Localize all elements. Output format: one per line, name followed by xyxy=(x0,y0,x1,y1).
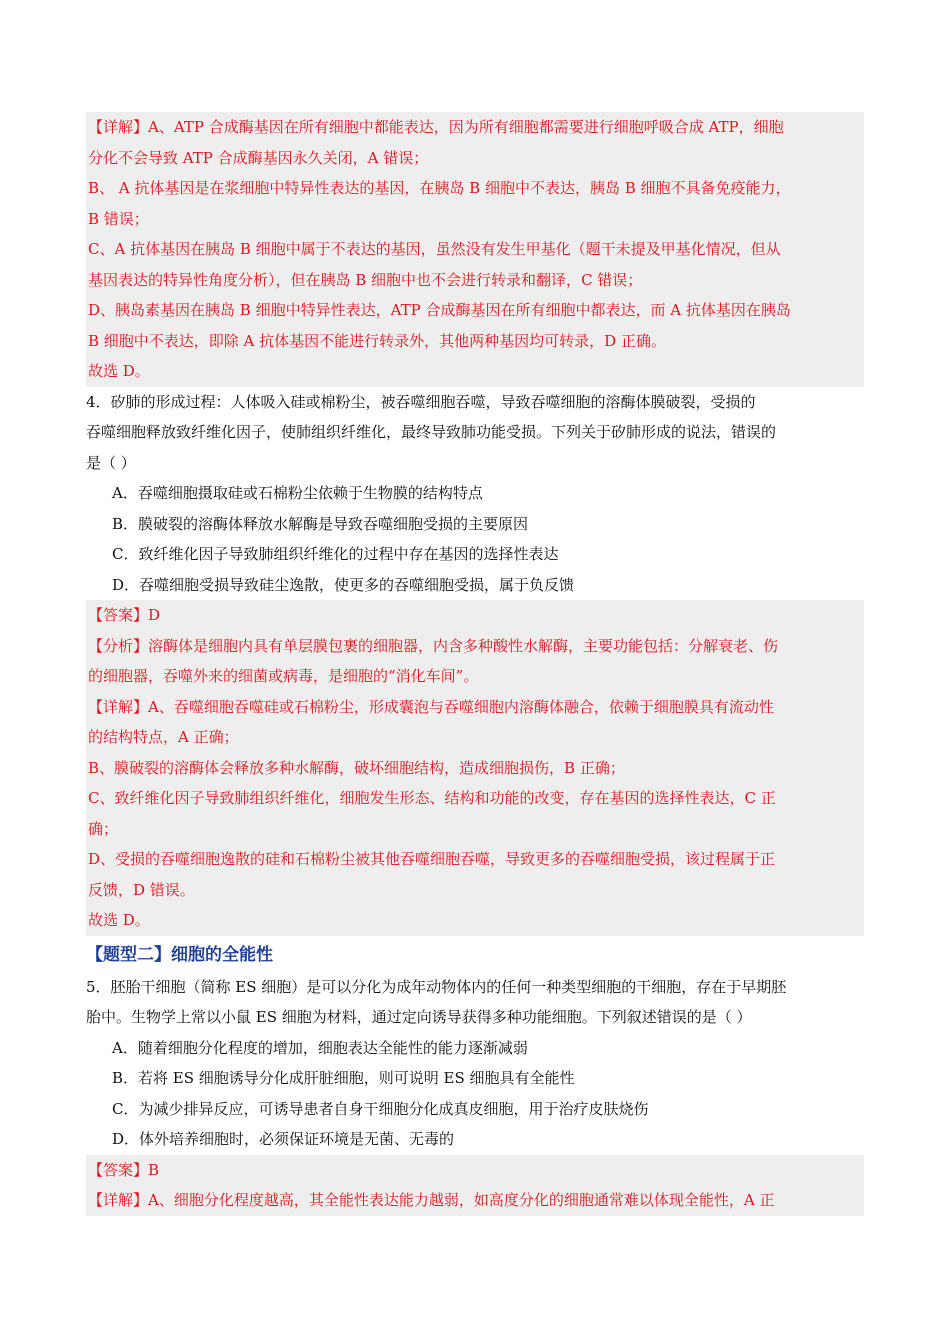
explanation-line: B 细胞中不表达，即除 A 抗体基因不能进行转录外，其他两种基因均可转录，D 正确。 xyxy=(88,331,666,350)
question-stem: 吞噬细胞释放致纤维化因子，使肺组织纤维化，最终导致肺功能受损。下列关于矽肺形成的说法，错误的 xyxy=(86,423,777,441)
explanation-line: 【详解】A、细胞分化程度越高，其全能性表达能力越弱，如高度分化的细胞通常难以体现全能性，A 正 xyxy=(88,1191,775,1209)
conclusion-line: 故选 D。 xyxy=(88,362,150,380)
explanation-line: 的结构特点，A 正确； xyxy=(88,728,239,746)
question-stem: 是（ ） xyxy=(86,453,136,472)
question-stem: 4．矽肺的形成过程：人体吸入硅或棉粉尘，被吞噬细胞吞噬，导致吞噬细胞的溶酶体膜破裂，受损的 xyxy=(86,392,756,411)
explanation-line: 反馈，D 错误。 xyxy=(88,880,195,899)
explanation-line: B 错误； xyxy=(88,209,149,228)
explanation-line: C、A 抗体基因在胰岛 B 细胞中属于不表达的基因，虽然没有发生甲基化（题干未提及甲基化情况，但从 xyxy=(88,240,781,258)
explanation-line: 【详解】A、ATP 合成酶基因在所有细胞中都能表达，因为所有细胞都需要进行细胞呼吸合成 ATP，细胞 xyxy=(88,118,784,136)
analysis-line: 【分析】溶酶体是细胞内具有单层膜包裹的细胞器，内含多种酸性水解酶，主要功能包括：分解衰老、伤 xyxy=(88,636,779,655)
explanation-line: 确； xyxy=(88,819,119,838)
option-d: D．体外培养细胞时，必须保证环境是无菌、无毒的 xyxy=(112,1130,455,1148)
option-d: D．吞噬细胞受损导致硅尘逸散，使更多的吞噬细胞受损，属于负反馈 xyxy=(112,575,575,594)
explanation-line: 分化不会导致 ATP 合成酶基因永久关闭，A 错误； xyxy=(88,148,429,167)
analysis-line: 的细胞器，吞噬外来的细菌或病毒，是细胞的“消化车间”。 xyxy=(88,667,479,685)
answer-block-q5 xyxy=(86,1155,864,1216)
explanation-line: B、膜破裂的溶酶体会释放多种水解酶，破坏细胞结构，造成细胞损伤，B 正确； xyxy=(88,758,625,777)
question-5 xyxy=(86,972,864,1155)
question-stem: 5．胚胎干细胞（简称 ES 细胞）是可以分化为成年动物体内的任何一种类型细胞的干细胞，存在于早期胚 xyxy=(86,977,787,996)
question-4 xyxy=(86,387,864,601)
answer-block-q3 xyxy=(86,112,864,387)
option-b: B．膜破裂的溶酶体释放水解酶是导致吞噬细胞受损的主要原因 xyxy=(112,514,529,533)
explanation-line: C、致纤维化因子导致肺组织纤维化，细胞发生形态、结构和功能的改变，存在基因的选择性表达，C 正 xyxy=(88,789,776,807)
answer-line: 【答案】B xyxy=(88,1160,160,1179)
explanation-line: D、胰岛素基因在胰岛 B 细胞中特异性表达，ATP 合成酶基因在所有细胞中都表达，而 A 抗体基因在胰岛 xyxy=(88,301,791,319)
question-stem: 胎中。生物学上常以小鼠 ES 细胞为材料，通过定向诱导获得多种功能细胞。下列叙述错误的是（ ） xyxy=(86,1008,752,1026)
option-c: C．致纤维化因子导致肺组织纤维化的过程中存在基因的选择性表达 xyxy=(112,545,559,563)
option-a: A．随着细胞分化程度的增加，细胞表达全能性的能力逐渐减弱 xyxy=(112,1038,528,1057)
explanation-line: 基因表达的特异性角度分析），但在胰岛 B 细胞中也不会进行转录和翻译，C 错误； xyxy=(88,270,643,289)
answer-line: 【答案】D xyxy=(88,606,161,624)
option-a: A．吞噬细胞摄取硅或石棉粉尘依赖于生物膜的结构特点 xyxy=(112,484,483,502)
answer-block-q4 xyxy=(86,600,864,936)
explanation-line: D、受损的吞噬细胞逸散的硅和石棉粉尘被其他吞噬细胞吞噬，导致更多的吞噬细胞受损，该过程属于正 xyxy=(88,850,776,868)
section-title: 【题型二】细胞的全能性 xyxy=(86,944,273,965)
option-c: C．为减少排异反应，可诱导患者自身干细胞分化成真皮细胞，用于治疗皮肤烧伤 xyxy=(112,1099,649,1118)
document-page xyxy=(86,112,864,1216)
explanation-line: 【详解】A、吞噬细胞吞噬硅或石棉粉尘，形成囊泡与吞噬细胞内溶酶体融合，依赖于细胞膜具有流动性 xyxy=(88,697,774,716)
option-b: B．若将 ES 细胞诱导分化成肝脏细胞，则可说明 ES 细胞具有全能性 xyxy=(112,1069,575,1087)
explanation-line: B、 A 抗体基因是在浆细胞中特异性表达的基因，在胰岛 B 细胞中不表达，胰岛 B 细胞不具备免疫能力， xyxy=(88,179,791,197)
conclusion-line: 故选 D。 xyxy=(88,911,150,929)
